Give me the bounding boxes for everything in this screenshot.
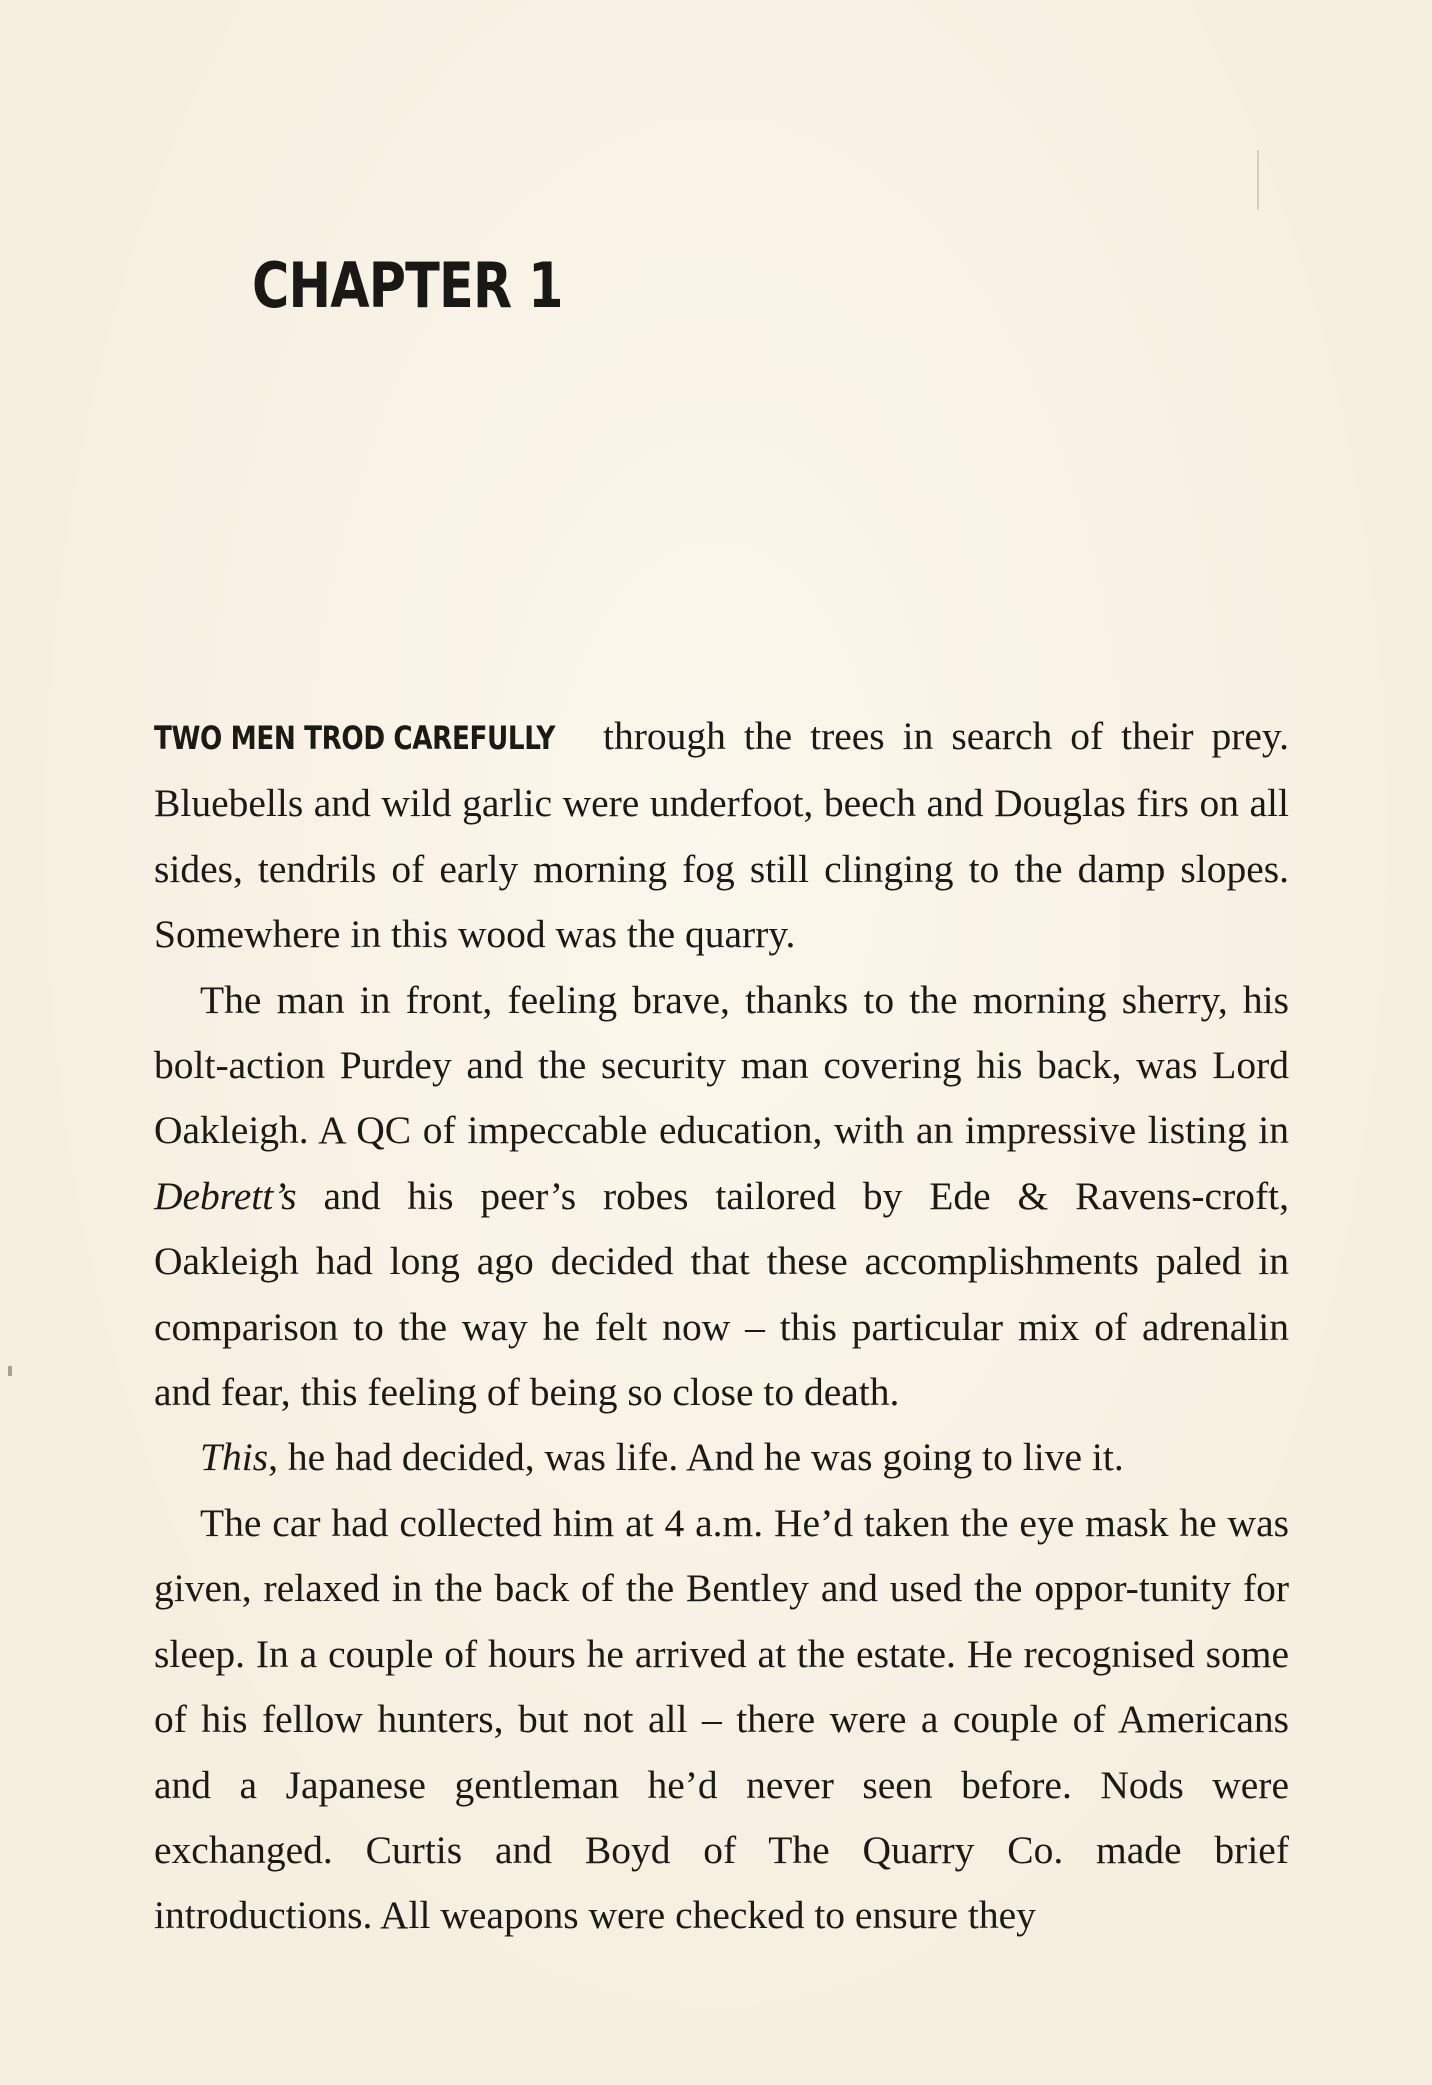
paragraph: [154, 704, 1289, 968]
chapter-body: [154, 704, 1289, 1949]
paragraph: [154, 1491, 1289, 1949]
paragraph-text: The car had collected him at 4 a.m. He’d taken the eye mask he was given, relaxed in the back of the Bentley and used the oppor-tunity for sleep. In a couple of hours he arrived at the estate. He recognised some of his fellow hunters, but not all – there were a couple of Americans and a Japanese gentleman he’d never seen before. Nods were exchanged. Curtis and Boyd of The Quarry Co. made brief introductions. All weapons were checked to ensure they: [154, 1500, 1289, 1938]
paragraph-text: and his peer’s robes tailored by Ede & Ravens-croft, Oakleigh had long ago decided that these accomplishments paled in comparison to the way he felt now – this particular mix of adrenalin and fear, this feeling of being so close to death.: [154, 1173, 1289, 1415]
scan-mark: [1257, 150, 1259, 210]
chapter-heading: CHAPTER 1: [252, 249, 563, 322]
paragraph: [154, 968, 1289, 1426]
paragraph-text: , he had decided, was life. And he was going to live it.: [268, 1435, 1124, 1480]
italic-title: Debrett’s: [154, 1173, 297, 1218]
italic-emphasis: This: [200, 1435, 269, 1480]
paragraph: [154, 1425, 1289, 1490]
scan-mark: [8, 1366, 12, 1376]
paragraph-text: through the trees in search of their prey. Bluebells and wild garlic were underfoot, beech and Douglas firs on all sides, tendrils of early morning fog still clinging to the damp slopes. Somewhere in this wood was the quarry.: [154, 714, 1289, 957]
lead-in-small-caps: TWO MEN TROD CAREFULLY: [154, 719, 556, 757]
paragraph-text: The man in front, feeling brave, thanks to the morning sherry, his bolt-action Purdey and the security man covering his back, was Lord Oakleigh. A QC of impeccable education, with an impressive listing in: [154, 977, 1289, 1153]
